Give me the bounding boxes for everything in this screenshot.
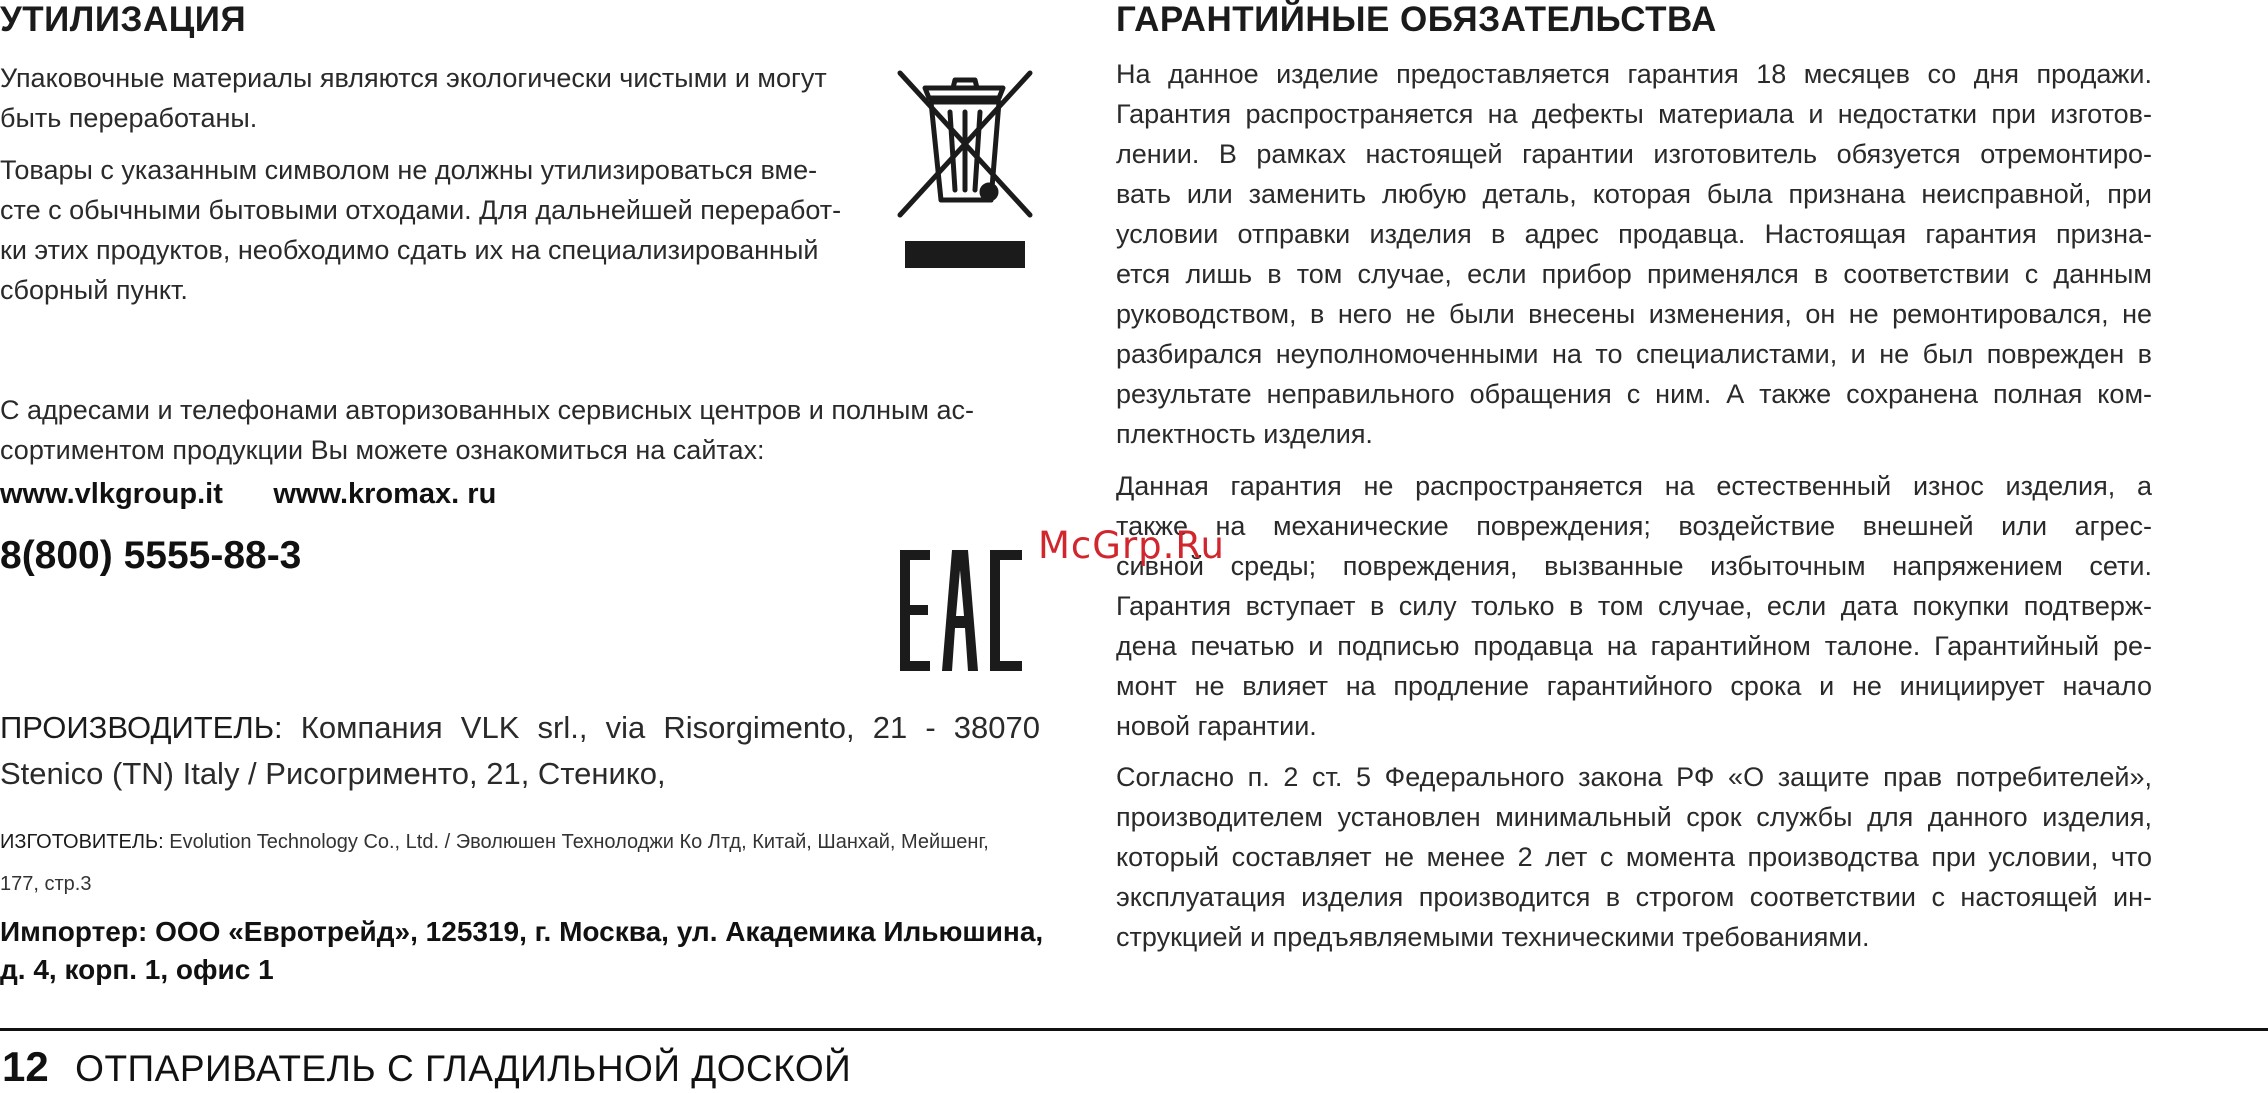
manufacturer-block [0, 708, 1040, 794]
text-line: ется лишь в том случае, если прибор применялся в соответствии с данным [1116, 259, 2152, 289]
page-number: 12 [2, 1043, 49, 1090]
text-line: Гарантия вступает в силу только в том случае, если дата покупки подтверж- [1116, 591, 2152, 621]
text-line: разбирался неуполномоченными на то специалистами, и не был поврежден в [1116, 339, 2152, 369]
text-line: который составляет не менее 2 лет с момента производства при условии, что [1116, 842, 2152, 872]
text-line: новой гарантии. [1116, 711, 1317, 741]
footer-divider [0, 1028, 2268, 1031]
warranty-paragraph-2 [1116, 466, 2152, 746]
service-paragraph [0, 390, 1040, 470]
footer [2, 1043, 851, 1091]
producer-line-2: 177, стр.3 [0, 873, 92, 895]
website-link-kromax[interactable]: www.kromax. ru [273, 478, 497, 510]
warranty-paragraph-3 [1116, 757, 2152, 957]
text-line: вать или заменить любую деталь, которая была признана неисправной, при [1116, 179, 2152, 209]
producer-block [0, 822, 1050, 904]
importer-line-1: Импортер: ООО «Евротрейд», 125319, г. Москва, ул. Академика Ильюшина, [0, 916, 1044, 947]
text-line: Данная гарантия не распространяется на естественный износ изделия, а [1116, 471, 2152, 501]
producer-label: ИЗГОТОВИТЕЛЬ: [0, 831, 164, 853]
warranty-title: ГАРАНТИЙНЫЕ ОБЯЗАТЕЛЬСТВА [1116, 0, 1717, 39]
warranty-paragraph-1 [1116, 54, 2152, 454]
text-line: монт не влияет на продление гарантийного срока и не инициирует начало [1116, 671, 2152, 701]
text-line: сте с обычными бытовыми отходами. Для дальнейшей переработ- [0, 195, 842, 225]
text-line: дена печатью и подписью продавца на гарантийном талоне. Гарантийный ре- [1116, 631, 2152, 661]
text-line: струкцией и предъявляемыми техническими требованиями. [1116, 922, 1870, 952]
text-line: ки этих продуктов, необходимо сдать их на специализированный [0, 235, 819, 265]
producer-line-1: Evolution Technology Co., Ltd. / Эволюшен Технолоджи Ко Лтд, Китай, Шанхай, Мейшенг, [163, 831, 989, 853]
text-line: Согласно п. 2 ст. 5 Федерального закона РФ «О защите прав потребителей», [1116, 762, 2152, 792]
manufacturer-line-2: Stenico (TN) Italy / Рисогрименто, 21, Стенико, [0, 756, 666, 791]
websites [0, 478, 496, 511]
text-line: также на механические повреждения; воздействие внешней или агрес- [1116, 511, 2152, 541]
text-line: На данное изделие предоставляется гарантия 18 месяцев со дня продажи. [1116, 59, 2152, 89]
recycling-paragraph-2 [0, 150, 880, 310]
text-line: Товары с указанным символом не должны утилизироваться вме- [0, 155, 818, 185]
recycling-title: УТИЛИЗАЦИЯ [0, 0, 247, 39]
manufacturer-label: ПРОИЗВОДИТЕЛЬ: [0, 710, 283, 745]
text-line: лении. В рамках настоящей гарантии изготовитель обязуется отремонтиро- [1116, 139, 2152, 169]
weee-crossed-bin-icon [895, 68, 1035, 273]
importer-block [0, 913, 1060, 989]
text-line: Упаковочные материалы являются экологически чистыми и могут [0, 63, 827, 93]
website-link-vlkgroup[interactable]: www.vlkgroup.it [0, 478, 223, 510]
text-line: сборный пункт. [0, 275, 188, 305]
footer-title: ОТПАРИВАТЕЛЬ С ГЛАДИЛЬНОЙ ДОСКОЙ [75, 1048, 852, 1089]
text-line: Гарантия распространяется на дефекты материала и недостатки при изготов- [1116, 99, 2152, 129]
text-line: С адресами и телефонами авторизованных сервисных центров и полным ас- [0, 395, 975, 425]
text-line: эксплуатация изделия производится в строгом соответствии с настоящей ин- [1116, 882, 2152, 912]
service-phone-number: 8(800) 5555-88-3 [0, 534, 302, 577]
recycling-paragraph-1 [0, 58, 880, 138]
text-line: условии отправки изделия в адрес продавца. Настоящая гарантия призна- [1116, 219, 2152, 249]
manufacturer-line-1: Компания VLK srl., via Risorgimento, 21 - 38070 [282, 710, 1040, 745]
text-line: сивной среды; повреждения, вызванные избыточным напряжением сети. [1116, 551, 2152, 581]
importer-line-2: д. 4, корп. 1, офис 1 [0, 954, 274, 985]
text-line: производителем установлен минимальный срок службы для данного изделия, [1116, 802, 2152, 832]
text-line: быть переработаны. [0, 103, 258, 133]
text-line: результате неправильного обращения с ним. А также сохранена полная ком- [1116, 379, 2152, 409]
text-line: руководством, в него не были внесены изменения, он не ремонтировался, не [1116, 299, 2152, 329]
watermark: McGrp.Ru [1038, 524, 1225, 567]
text-line: плектность изделия. [1116, 419, 1373, 449]
text-line: сортиментом продукции Вы можете ознакомиться на сайтах: [0, 435, 765, 465]
eac-certification-mark [898, 548, 1024, 673]
